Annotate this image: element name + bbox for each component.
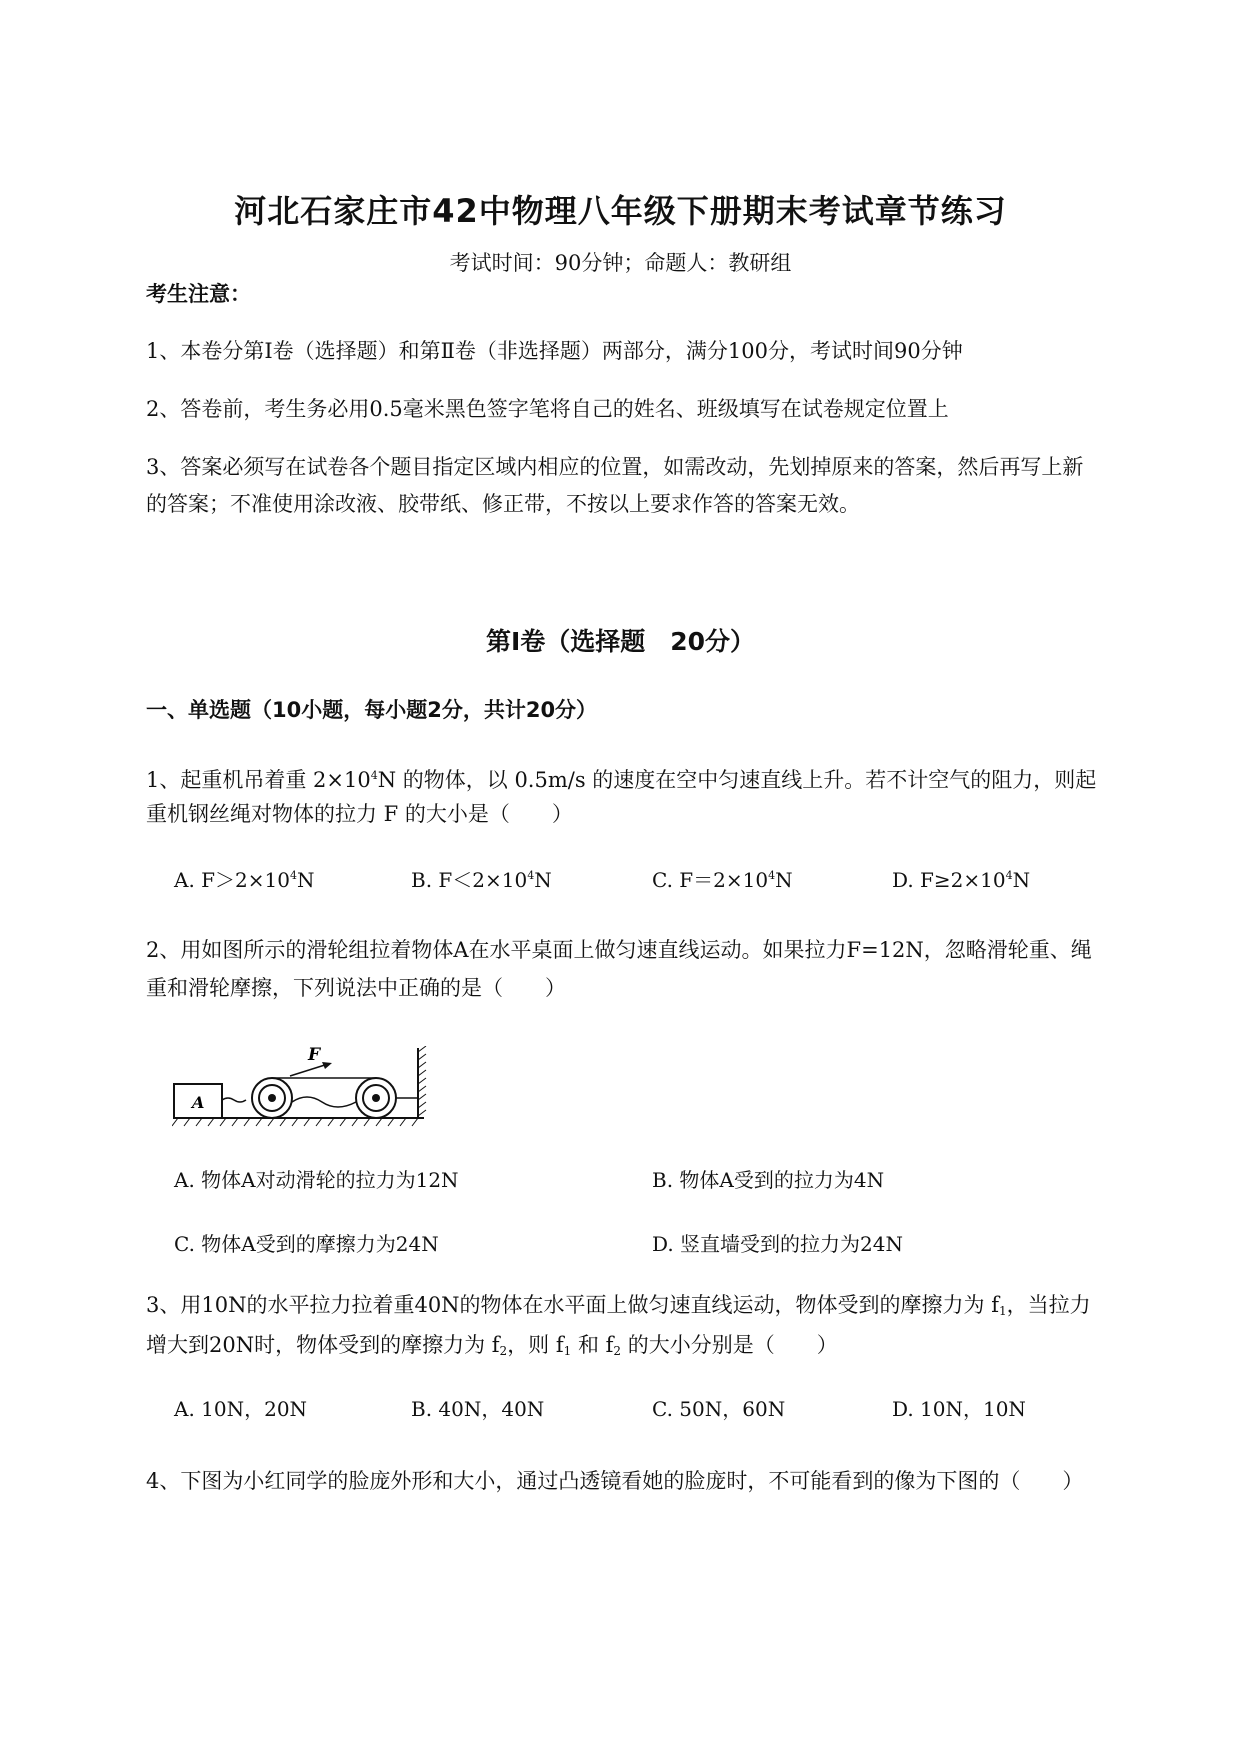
notice-item: 1、本卷分第I卷（选择题）和第Ⅱ卷（非选择题）两部分，满分100分，考试时间90分钟 bbox=[146, 339, 963, 363]
question-3-stem: 3、用10N的水平拉力拉着重40N的物体在水平面上做匀速直线运动，物体受到的摩擦力为 $f_1$，当拉力 bbox=[146, 1293, 1091, 1318]
question-2-option-d[interactable]: D. 竖直墙受到的拉力为24N bbox=[652, 1232, 903, 1256]
question-2-option-b[interactable]: B. 物体A受到的拉力为4N bbox=[652, 1168, 885, 1192]
question-1-option-a[interactable]: A. $F>2\times 10^4N$ bbox=[174, 868, 315, 892]
question-2-option-c[interactable]: C. 物体A受到的摩擦力为24N bbox=[174, 1232, 439, 1256]
question-2-stem-continued: 重和滑轮摩擦，下列说法中正确的是（ ） bbox=[146, 976, 566, 1000]
notice-item: 3、答案必须写在试卷各个题目指定区域内相应的位置，如需改动，先划掉原来的答案，然后再写上新 bbox=[146, 455, 1084, 479]
part-heading: 一、单选题（10小题，每小题2分，共计20分） bbox=[146, 698, 598, 722]
question-1-stem: 1、起重机吊着重 $2\times 10^4N$ 的物体，以 0.5m/s 的速度在空中匀速直线上升。若不计空气的阻力，则起 bbox=[146, 768, 1097, 792]
question-3-option-a[interactable]: A. 10N，20N bbox=[174, 1397, 308, 1421]
question-1-option-b[interactable]: B. $F<2\times 10^4N$ bbox=[411, 868, 552, 892]
block-a-label: A bbox=[192, 1093, 205, 1112]
force-label: F bbox=[308, 1046, 321, 1065]
question-3-stem-continued: 增大到20N时，物体受到的摩擦力为 $f_2$，则 $f_1$ 和 $f_2$ 的大小分别是（ ） bbox=[146, 1333, 838, 1358]
question-2-stem: 2、用如图所示的滑轮组拉着物体A在水平桌面上做匀速直线运动。如果拉力F=12N，忽略滑轮重、绳 bbox=[146, 938, 1092, 962]
exam-info: 考试时间：90分钟；命题人：教研组 bbox=[449, 251, 792, 275]
question-4-stem: 4、下图为小红同学的脸庞外形和大小，通过凸透镜看她的脸庞时，不可能看到的像为下图的（ ） bbox=[146, 1469, 1084, 1493]
question-1-option-c[interactable]: C. $F=2\times 10^4N$ bbox=[652, 868, 793, 892]
notice-item: 2、答卷前，考生务必用0.5毫米黑色签字笔将自己的姓名、班级填写在试卷规定位置上 bbox=[146, 397, 949, 421]
question-2-option-a[interactable]: A. 物体A对动滑轮的拉力为12N bbox=[174, 1168, 459, 1192]
notice-item-continued: 的答案；不准使用涂改液、胶带纸、修正带，不按以上要求作答的答案无效。 bbox=[146, 492, 860, 516]
question-1-option-d[interactable]: D. $F\ge 2\times 10^4N$ bbox=[892, 868, 1031, 892]
notice-heading: 考生注意： bbox=[146, 282, 251, 306]
question-3-option-c[interactable]: C. 50N，60N bbox=[652, 1397, 786, 1421]
section-title: 第I卷（选择题 20分） bbox=[485, 627, 756, 656]
question-3-option-b[interactable]: B. 40N，40N bbox=[411, 1397, 545, 1421]
question-1-stem-continued: 重机钢丝绳对物体的拉力 F 的大小是（ ） bbox=[146, 802, 573, 826]
page-title: 河北石家庄市42中物理八年级下册期末考试章节练习 bbox=[234, 192, 1007, 230]
question-3-option-d[interactable]: D. 10N，10N bbox=[892, 1397, 1026, 1421]
pulley-system-figure bbox=[172, 1046, 434, 1128]
